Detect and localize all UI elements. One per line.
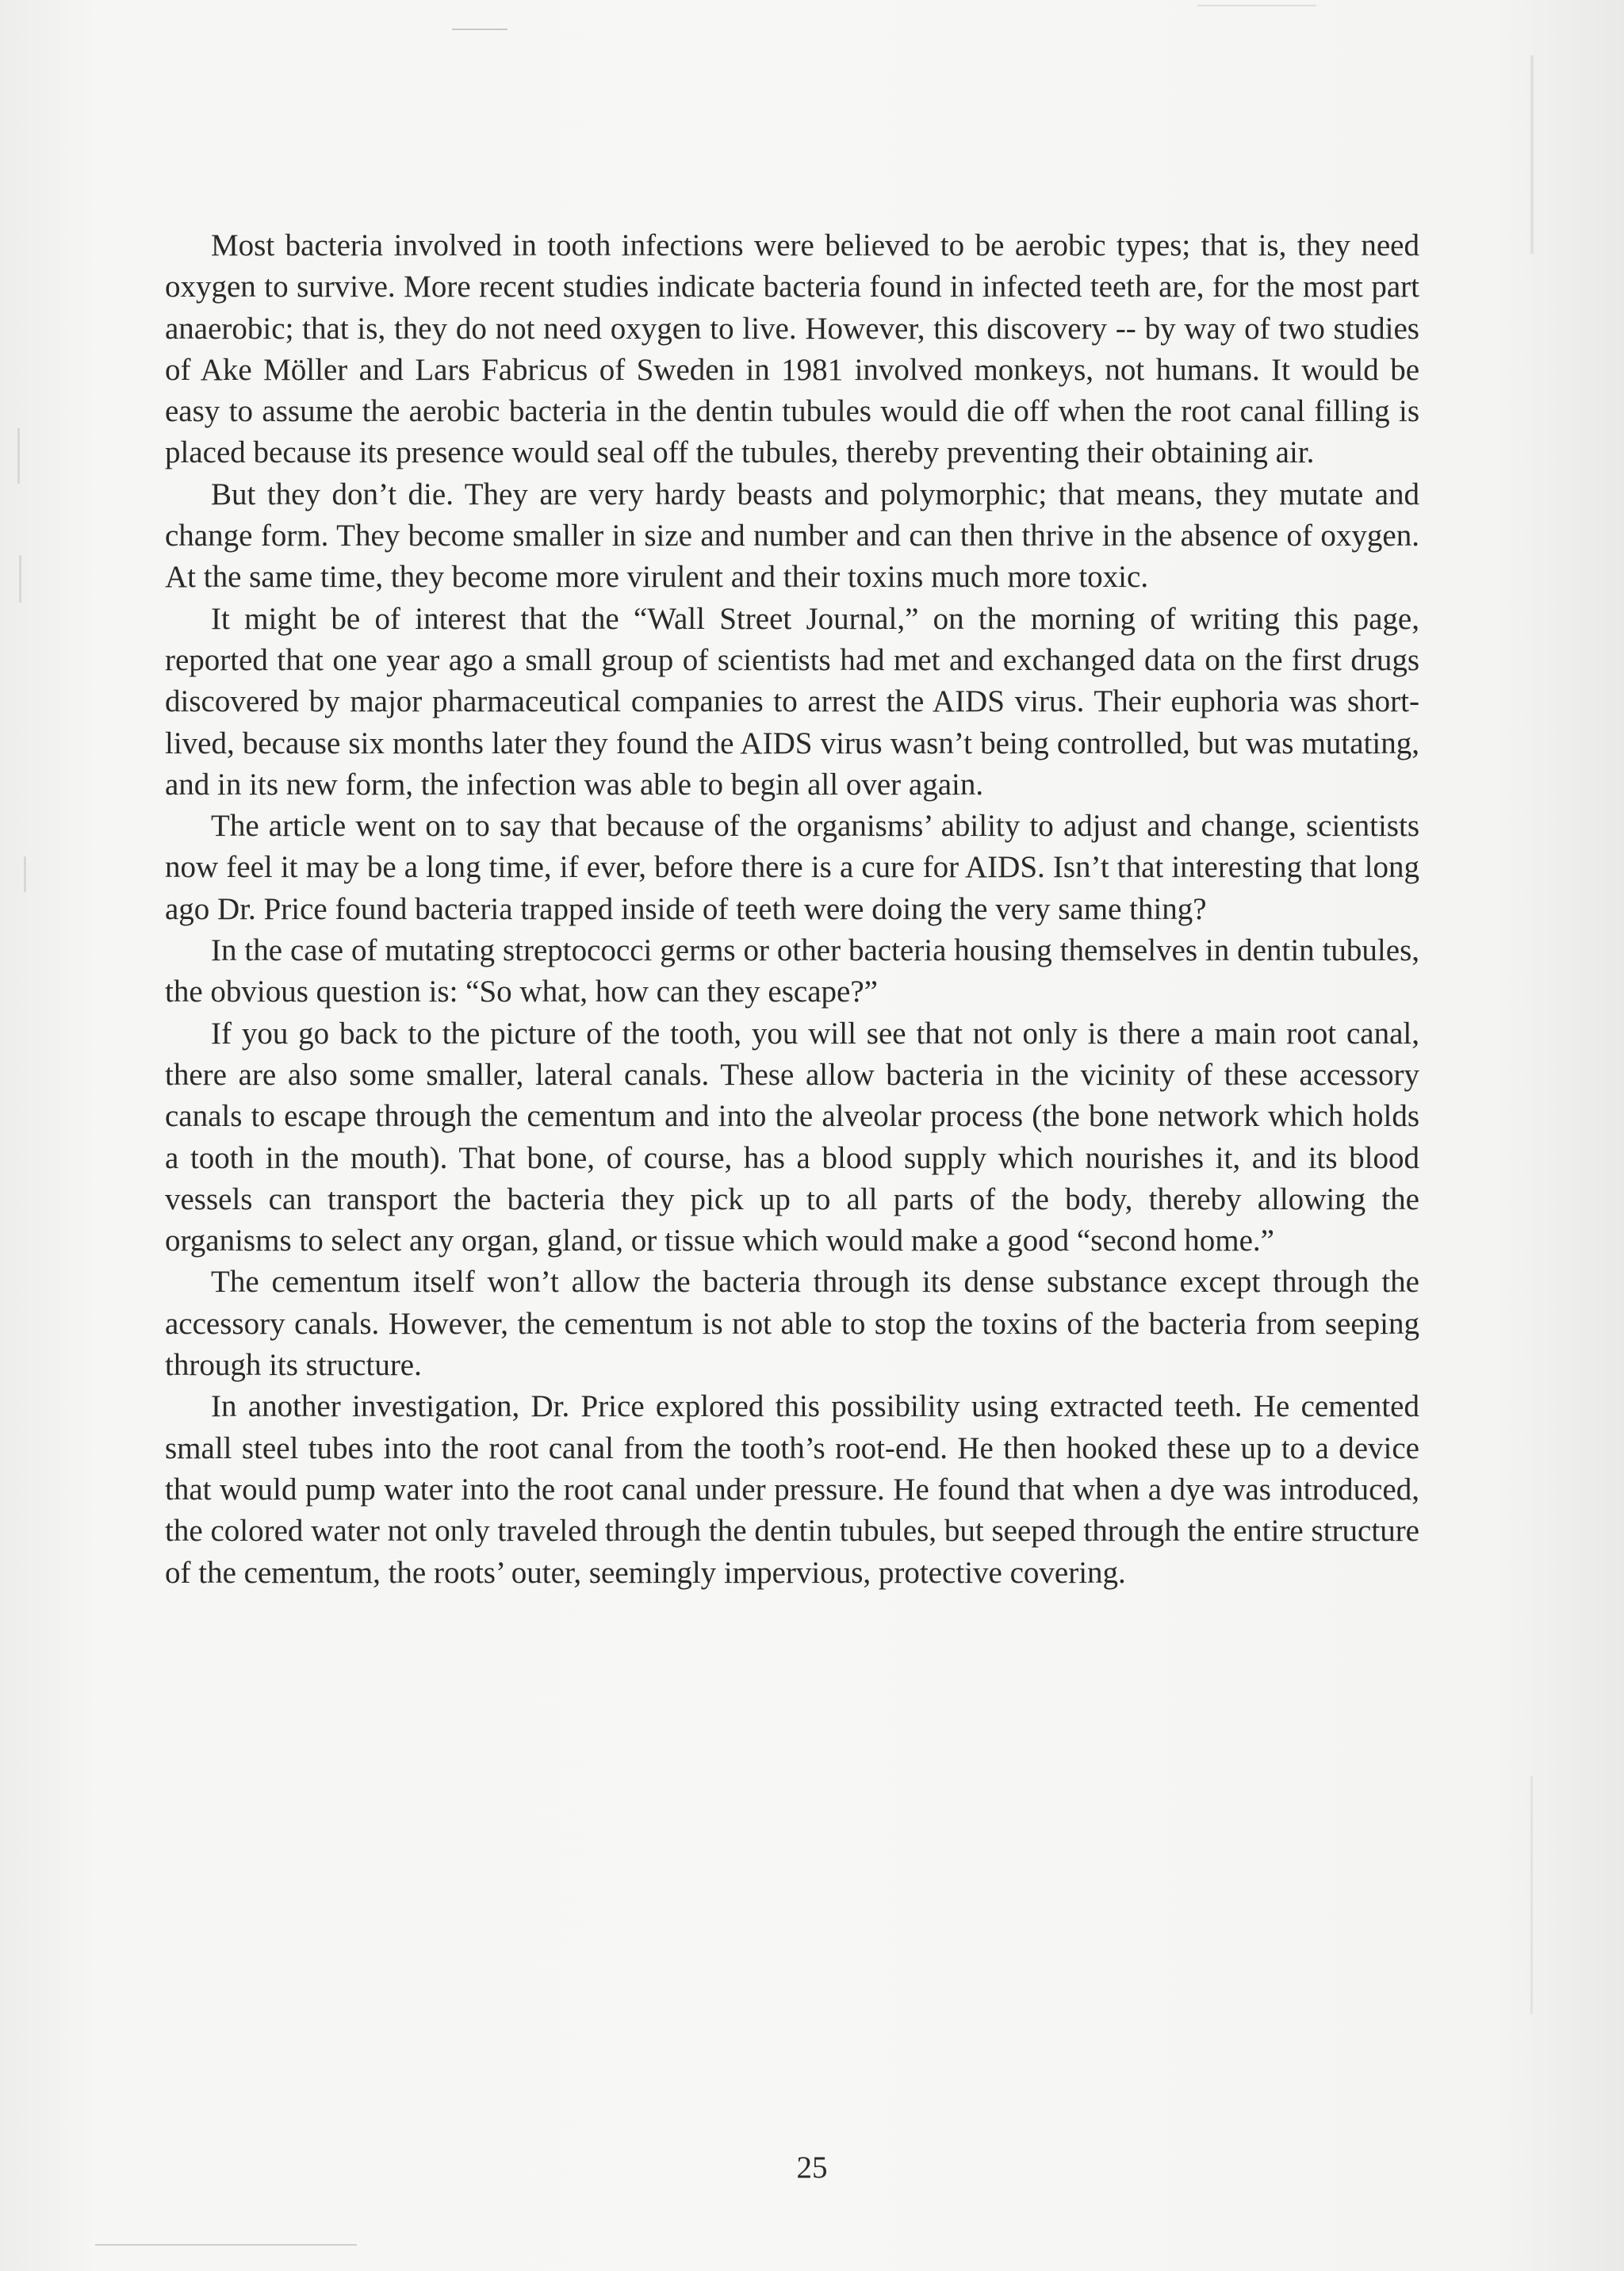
paragraph: In another investigation, Dr. Price explored this possibility using extracted teeth. He cemented small steel tubes into the root canal from the tooth’s root-end. He then hooked these up to a device that would pump water into the root canal under pressure. He found that when a dye was introduced, the colored water not only traveled through the dentin tubules, but seeped through the entire structure of the cementum, the roots’ outer, seemingly impervious, protective covering. [165, 1389, 1419, 1590]
paragraph: The cementum itself won’t allow the bacteria through its dense substance except through the accessory canals. However, the cementum is not able to stop the toxins of the bacteria from seeping through its structure. [165, 1265, 1419, 1383]
scan-artifact-mark [17, 428, 20, 484]
body-text [165, 225, 1419, 1594]
scan-artifact-mark [452, 29, 508, 30]
paragraph: It might be of interest that the “Wall Street Journal,” on the morning of writing this page, reported that one year ago a small group of scientists had met and exchanged data on the first drugs discovered by major pharmaceutical companies to arrest the AIDS virus. Their euphoria was short-lived, because six months later they found the AIDS virus wasn’t being controlled, but was mutating, and in its new form, the infection was able to begin all over again. [165, 601, 1419, 802]
paragraph: But they don’t die. They are very hardy beasts and polymorphic; that means, they mutate and change form. They become smaller in size and number and can then thrive in the absence of oxygen. At the same time, they become more virulent and their toxins much more toxic. [165, 477, 1419, 595]
scan-artifact-mark [1530, 1776, 1533, 2014]
paragraph: If you go back to the picture of the tooth, you will see that not only is there a main root canal, there are also some smaller, lateral canals. These allow bacteria in the vicinity of these accessory canals to escape through the cementum and into the alveolar process (the bone network which holds a tooth in the mouth). That bone, of course, has a blood supply which nourishes it, and its blood vessels can transport the bacteria they pick up to all parts of the body, thereby allowing the organisms to select any organ, gland, or tissue which would make a good “second home.” [165, 1016, 1419, 1258]
paragraph: Most bacteria involved in tooth infections were believed to be aerobic types; that is, they need oxygen to survive. More recent studies indicate bacteria found in infected teeth are, for the most part anaerobic; that is, they do not need oxygen to live. However, this discovery -- by way of two studies of Ake Möller and Lars Fabricus of Sweden in 1981 involved monkeys, not humans. It would be easy to assume the aerobic bacteria in the dentin tubules would die off when the root canal filling is placed because its presence would seal off the tubules, thereby preventing their obtaining air. [165, 228, 1419, 470]
scan-artifact-mark [1530, 56, 1534, 254]
scan-artifact-mark [24, 856, 26, 892]
scan-artifact-mark [19, 555, 21, 603]
paragraph: The article went on to say that because of the organisms’ ability to adjust and change, scientists now feel it may be a long time, if ever, before there is a cure for AIDS. Isn’t that interesting that long ago Dr. Price found bacteria trapped inside of teeth were doing the very same thing? [165, 809, 1419, 926]
scan-artifact-mark [95, 2244, 357, 2246]
page-number: 25 [796, 2150, 828, 2185]
scan-artifact-mark [1197, 5, 1316, 6]
paragraph: In the case of mutating streptococci germs or other bacteria housing themselves in dentin tubules, the obvious question is: “So what, how can they escape?” [165, 933, 1419, 1009]
